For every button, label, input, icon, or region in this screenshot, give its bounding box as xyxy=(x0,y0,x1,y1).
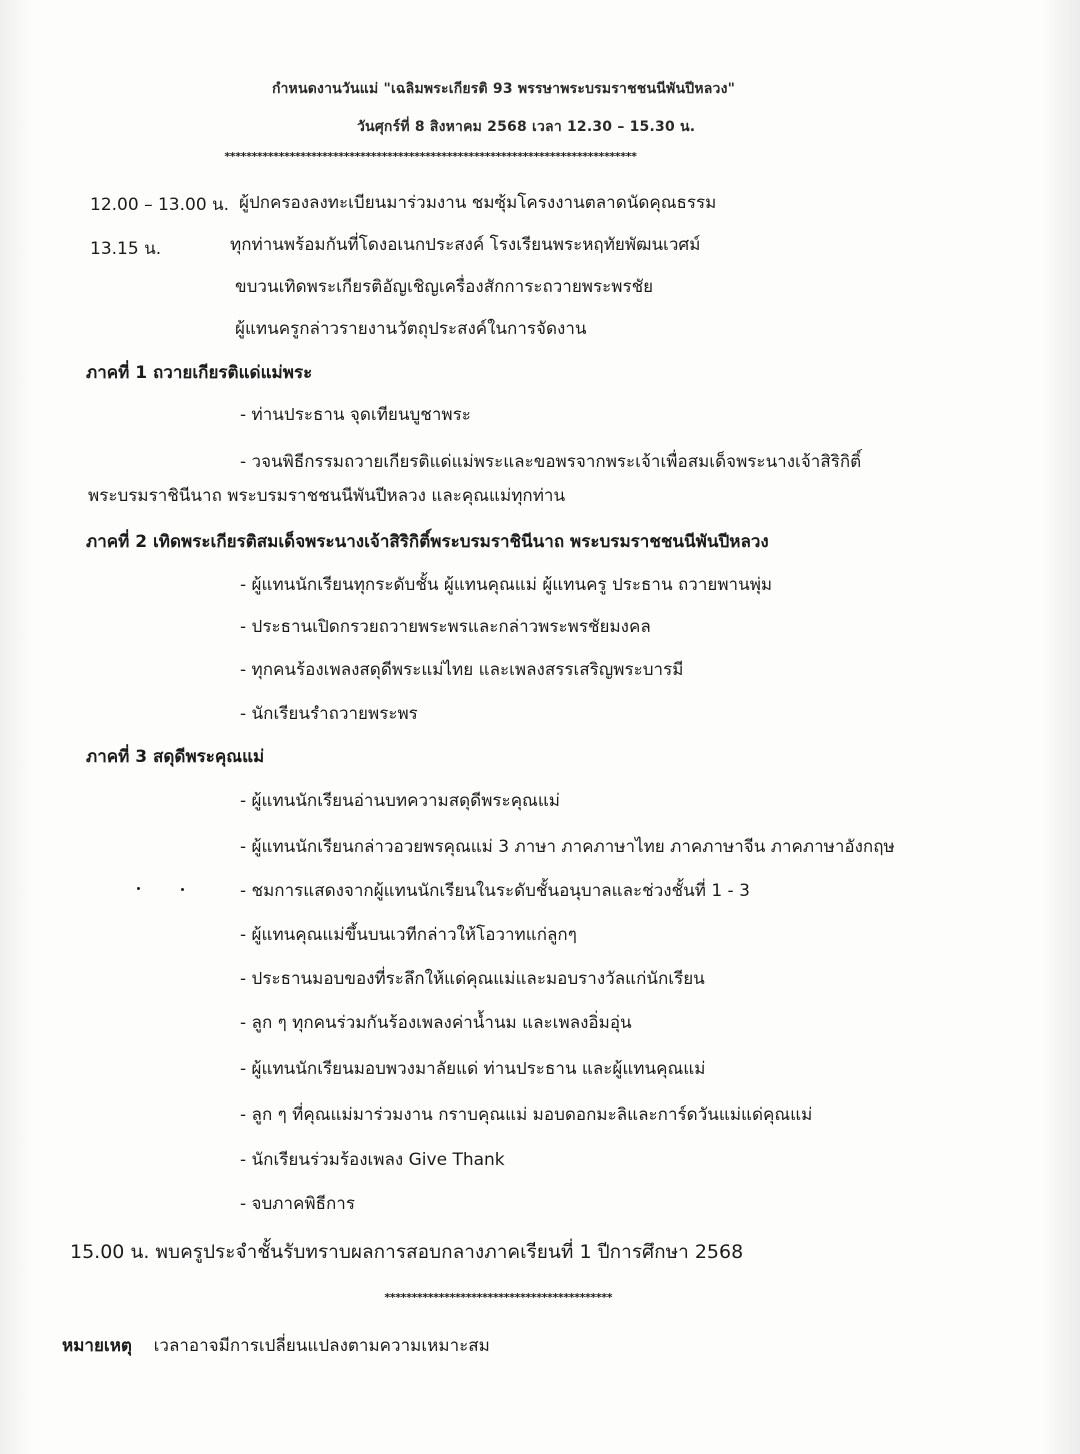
note-line xyxy=(62,1335,490,1357)
part1-heading: ภาคที่ 1 ถวายเกียรติแด่แม่พระ xyxy=(86,363,313,383)
scan-speck xyxy=(137,887,140,890)
part2-item-2: - ประธานเปิดกรวยถวายพระพรและกล่าวพระพรชัยมงคล xyxy=(240,617,651,637)
footer-divider: ****************************************** xyxy=(384,1291,612,1304)
part3-item-5: - ประธานมอบของที่ระลึกให้แด่คุณแม่และมอบรางวัลแก่นักเรียน xyxy=(240,969,705,989)
part2-item-1: - ผู้แทนนักเรียนทุกระดับชั้น ผู้แทนคุณแม่ ผู้แทนครู ประธาน ถวายพานพุ่ม xyxy=(240,575,773,595)
document-title: กำหนดงานวันแม่ "เฉลิมพระเกียรติ 93 พรรษาพระบรมราชชนนีพันปีหลวง" xyxy=(272,81,736,97)
part3-item-9: - นักเรียนร่วมร้องเพลง Give Thank xyxy=(240,1150,505,1170)
document-date: วันศุกร์ที่ 8 สิงหาคม 2568 เวลา 12.30 – 15.30 น. xyxy=(357,119,696,135)
schedule-time-1: 12.00 – 13.00 น. xyxy=(90,195,230,215)
part3-item-1: - ผู้แทนนักเรียนอ่านบทความสดุดีพระคุณแม่ xyxy=(240,791,560,811)
part3-heading: ภาคที่ 3 สดุดีพระคุณแม่ xyxy=(86,747,265,767)
part3-item-4: - ผู้แทนคุณแม่ขึ้นบนเวทีกล่าวให้โอวาทแก่ลูกๆ xyxy=(240,925,577,945)
schedule-text-4: ผู้แทนครูกล่าวรายงานวัตถุประสงค์ในการจัดงาน xyxy=(235,319,587,339)
scan-shadow-right xyxy=(1040,0,1080,1454)
schedule-text-3: ขบวนเทิดพระเกียรติอัญเชิญเครื่องสักการะถวายพระพรชัย xyxy=(235,277,654,297)
part3-item-3: - ชมการแสดงจากผู้แทนนักเรียนในระดับชั้นอนุบาลและช่วงชั้นที่ 1 - 3 xyxy=(240,881,750,901)
part1-continuation: พระบรมราชินีนาถ พระบรมราชชนนีพันปีหลวง และคุณแม่ทุกท่าน xyxy=(88,486,566,506)
header-divider: **************************************************************************** xyxy=(224,150,637,163)
part2-item-3: - ทุกคนร้องเพลงสดุดีพระแม่ไทย และเพลงสรรเสริญพระบารมี xyxy=(240,660,684,680)
schedule-text-2: ทุกท่านพร้อมกันที่โดงอเนกประสงค์ โรงเรียนพระหฤทัยพัฒนเวศม์ xyxy=(230,235,701,255)
part2-heading: ภาคที่ 2 เทิดพระเกียรติสมเด็จพระนางเจ้าสิริกิติ์พระบรมราชินีนาถ พระบรมราชชนนีพันปีหลวง xyxy=(86,532,769,552)
part1-item-1: - ท่านประธาน จุดเทียนบูชาพระ xyxy=(240,405,471,425)
scan-speck xyxy=(181,888,184,891)
scan-shadow-left xyxy=(0,0,34,1454)
part3-item-6: - ลูก ๆ ทุกคนร่วมกันร้องเพลงค่าน้ำนม และเพลงอิ่มอุ่น xyxy=(240,1013,632,1033)
schedule-time-2: 13.15 น. xyxy=(90,239,162,259)
note-label: หมายเหตุ xyxy=(62,1336,132,1356)
part2-item-4: - นักเรียนรำถวายพระพร xyxy=(240,704,418,724)
part1-item-2: - วจนพิธีกรรมถวายเกียรติแด่แม่พระและขอพรจากพระเจ้าเพื่อสมเด็จพระนางเจ้าสิริกิติ์ xyxy=(240,452,862,472)
note-text: เวลาอาจมีการเปลี่ยนแปลงตามความเหมาะสม xyxy=(153,1336,490,1356)
closing-schedule-line: 15.00 น. พบครูประจำชั้นรับทราบผลการสอบกลางภาคเรียนที่ 1 ปีการศึกษา 2568 xyxy=(70,1241,744,1263)
note-spacer xyxy=(137,1336,148,1356)
part3-item-2: - ผู้แทนนักเรียนกล่าวอวยพรคุณแม่ 3 ภาษา ภาคภาษาไทย ภาคภาษาจีน ภาคภาษาอังกฤษ xyxy=(240,837,895,857)
part3-item-10: - จบภาคพิธีการ xyxy=(240,1194,355,1214)
part3-item-7: - ผู้แทนนักเรียนมอบพวงมาลัยแด่ ท่านประธาน และผู้แทนคุณแม่ xyxy=(240,1059,706,1079)
schedule-text-1: ผู้ปกครองลงทะเบียนมาร่วมงาน ชมซุ้มโครงงานตลาดนัดคุณธรรม xyxy=(239,193,717,213)
part3-item-8: - ลูก ๆ ที่คุณแม่มาร่วมงาน กราบคุณแม่ มอบดอกมะลิและการ์ดวันแม่แด่คุณแม่ xyxy=(240,1105,813,1125)
